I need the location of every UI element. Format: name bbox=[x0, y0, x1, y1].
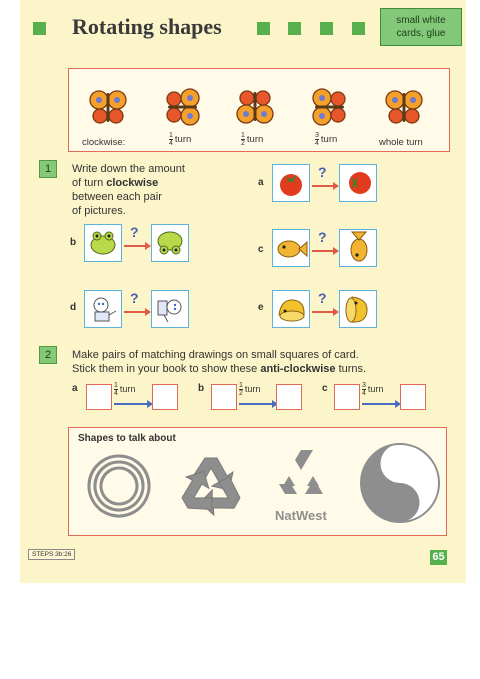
butterfly-icon bbox=[235, 87, 275, 127]
q2-turn-b: $\frac{1}{2}$ turn bbox=[239, 382, 261, 397]
item-label-a: a bbox=[258, 177, 264, 188]
green-square-decoration bbox=[320, 22, 333, 35]
q2-label-c: c bbox=[322, 383, 328, 394]
half-turn-label: $\frac{1}{2}$ turn bbox=[241, 132, 264, 147]
empty-card-box bbox=[211, 384, 237, 410]
tomato-icon bbox=[340, 165, 376, 201]
question-mark: ? bbox=[318, 164, 327, 180]
woolmark-logo-icon bbox=[83, 450, 155, 522]
butterfly-icon bbox=[163, 87, 203, 127]
question-1-text: Write down the amount of turn clockwise between each pair of pictures. bbox=[72, 163, 185, 217]
item-label-b: b bbox=[70, 237, 77, 248]
empty-card-box bbox=[400, 384, 426, 410]
fraction: $\frac{1}{4}$ bbox=[114, 382, 118, 397]
hedgehog-rotated-picture bbox=[339, 290, 377, 328]
butterfly-icon bbox=[88, 87, 128, 127]
question-mark: ? bbox=[130, 224, 139, 240]
quarter-turn-label: $\frac{1}{4}$ turn bbox=[169, 132, 192, 147]
frog-icon bbox=[152, 225, 188, 261]
robot-icon bbox=[152, 291, 188, 327]
tomato-picture bbox=[272, 164, 310, 202]
question-mark: ? bbox=[130, 290, 139, 306]
frog-icon bbox=[85, 225, 121, 261]
shapes-panel bbox=[68, 427, 447, 536]
question-mark: ? bbox=[318, 290, 327, 306]
q2-label-b: b bbox=[198, 383, 205, 394]
green-square-decoration bbox=[352, 22, 365, 35]
empty-card-box bbox=[276, 384, 302, 410]
workbook-page bbox=[20, 0, 466, 583]
fraction: $\frac{1}{2}$ bbox=[241, 132, 245, 147]
materials-box bbox=[380, 8, 462, 46]
tomato-icon bbox=[273, 165, 309, 201]
page-title: Rotating shapes bbox=[72, 14, 222, 39]
fish-picture bbox=[272, 229, 310, 267]
right-arrow-icon bbox=[114, 403, 148, 405]
q2-turn-a: $\frac{1}{4}$ turn bbox=[114, 382, 136, 397]
fraction: $\frac{1}{4}$ bbox=[169, 132, 173, 147]
q2-turn-c: $\frac{3}{4}$ turn bbox=[362, 382, 384, 397]
question-mark: ? bbox=[318, 229, 327, 245]
right-arrow-icon bbox=[239, 403, 273, 405]
tomato-rotated-picture bbox=[339, 164, 377, 202]
butterfly-icon bbox=[309, 87, 349, 127]
empty-card-box bbox=[86, 384, 112, 410]
right-arrow-icon bbox=[124, 311, 146, 313]
page-number: 65 bbox=[430, 550, 447, 565]
butterfly-turns-panel bbox=[68, 68, 450, 152]
fraction: $\frac{3}{4}$ bbox=[315, 132, 319, 147]
fish-rotated-picture bbox=[339, 229, 377, 267]
frog-rotated-picture bbox=[151, 224, 189, 262]
hedgehog-picture bbox=[272, 290, 310, 328]
right-arrow-icon bbox=[312, 185, 334, 187]
whole-turn-label: whole turn bbox=[379, 137, 423, 148]
hedgehog-icon bbox=[340, 291, 376, 327]
question-number-1: 1 bbox=[39, 160, 57, 178]
right-arrow-icon bbox=[312, 311, 334, 313]
shapes-heading: Shapes to talk about bbox=[78, 433, 176, 444]
hedgehog-icon bbox=[273, 291, 309, 327]
steps-code: STEPS 3b:26 bbox=[28, 549, 75, 560]
green-square-decoration bbox=[33, 22, 46, 35]
empty-card-box bbox=[152, 384, 178, 410]
natwest-label: NatWest bbox=[275, 508, 327, 523]
butterfly-icon bbox=[384, 87, 424, 127]
natwest-logo-icon bbox=[261, 446, 341, 510]
green-square-decoration bbox=[257, 22, 270, 35]
robot-picture bbox=[84, 290, 122, 328]
recycling-logo-icon bbox=[175, 450, 247, 522]
three-quarter-turn-label: $\frac{3}{4}$ turn bbox=[315, 132, 338, 147]
fraction: $\frac{1}{2}$ bbox=[239, 382, 243, 397]
green-square-decoration bbox=[288, 22, 301, 35]
fish-icon bbox=[340, 230, 376, 266]
question-number-2: 2 bbox=[39, 346, 57, 364]
right-arrow-icon bbox=[124, 245, 146, 247]
q2-label-a: a bbox=[72, 383, 78, 394]
robot-icon bbox=[85, 291, 121, 327]
materials-text: small white cards, glue bbox=[396, 15, 446, 39]
right-arrow-icon bbox=[362, 403, 396, 405]
question-2-text: Make pairs of matching drawings on small squares of card. Stick them in your book to show these anti-clockwise turns. bbox=[72, 349, 367, 375]
item-label-d: d bbox=[70, 302, 77, 313]
empty-card-box bbox=[334, 384, 360, 410]
item-label-c: c bbox=[258, 244, 264, 255]
right-arrow-icon bbox=[312, 250, 334, 252]
yin-yang-icon bbox=[359, 442, 441, 524]
robot-rotated-picture bbox=[151, 290, 189, 328]
fish-icon bbox=[273, 230, 309, 266]
fraction: $\frac{3}{4}$ bbox=[362, 382, 366, 397]
frog-picture bbox=[84, 224, 122, 262]
item-label-e: e bbox=[258, 302, 264, 313]
clockwise-label: clockwise: bbox=[82, 137, 126, 148]
